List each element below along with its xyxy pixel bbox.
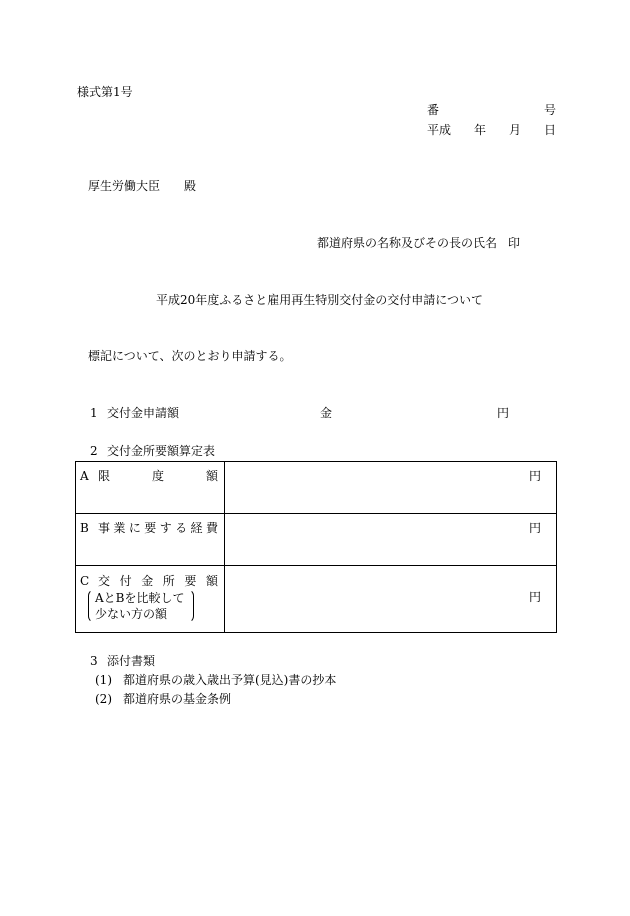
- label-character: る: [175, 521, 188, 535]
- row-letter: C: [80, 574, 90, 588]
- label-character: 要: [144, 521, 157, 535]
- row-value-cell: [225, 514, 556, 565]
- label-character: 経: [190, 521, 203, 535]
- table-row-a: [76, 462, 556, 514]
- section-number: 1: [90, 406, 98, 420]
- label-character: 額: [205, 574, 218, 588]
- document-number-suffix: 号: [544, 103, 557, 117]
- row-label-cell: [76, 566, 225, 632]
- form-number: 様式第1号: [77, 85, 133, 99]
- table-row-c: [76, 566, 556, 632]
- label-character: 業: [113, 521, 126, 535]
- label-character: す: [159, 521, 172, 535]
- attachment-text: 都道府県の歳入歳出予算(見込)書の抄本: [123, 673, 337, 687]
- section-label: 交付金申請額: [107, 406, 180, 420]
- row-letter: B: [80, 521, 89, 535]
- row-label: [98, 574, 218, 588]
- label-character: 交: [98, 574, 111, 588]
- label-character: 金: [141, 574, 154, 588]
- attachment-number: (2): [95, 692, 112, 706]
- row-unit: 円: [528, 521, 541, 535]
- note-line: 少ない方の額: [95, 607, 168, 621]
- row-label-cell: [76, 462, 225, 513]
- label-character: 事: [98, 521, 111, 535]
- row-letter: A: [80, 469, 89, 483]
- row-label: [98, 469, 218, 483]
- section-number: 2: [90, 444, 98, 458]
- label-character: 要: [184, 574, 197, 588]
- section-number: 3: [90, 654, 98, 668]
- amount-unit: 円: [497, 406, 510, 420]
- row-value-cell: [225, 566, 556, 632]
- note-line: AとBを比較して: [95, 591, 185, 605]
- label-character: 額: [205, 469, 218, 483]
- body-text: 標記について、次のとおり申請する。: [88, 349, 292, 363]
- date-year: 年: [474, 123, 487, 137]
- row-value-cell: [225, 462, 556, 513]
- label-character: に: [128, 521, 141, 535]
- calculation-table: [75, 461, 557, 633]
- label-character: 付: [119, 574, 132, 588]
- label-character: 所: [162, 574, 175, 588]
- section-label: 交付金所要額算定表: [107, 444, 216, 458]
- attachment-number: (1): [95, 673, 112, 687]
- addressee-name: 厚生労働大臣: [88, 179, 161, 193]
- amount-prefix: 金: [320, 406, 333, 420]
- row-label: [98, 521, 218, 535]
- date-day: 日: [544, 123, 557, 137]
- table-row-b: [76, 514, 556, 566]
- label-character: 度: [151, 469, 164, 483]
- applicant-label: 都道府県の名称及びその長の氏名: [317, 236, 498, 250]
- row-unit: 円: [528, 590, 541, 604]
- row-unit: 円: [528, 469, 541, 483]
- section-label: 添付書類: [107, 654, 156, 668]
- label-character: 限: [98, 469, 111, 483]
- date-month: 月: [509, 123, 522, 137]
- row-label-cell: [76, 514, 225, 565]
- document-title: 平成20年度ふるさと雇用再生特別交付金の交付申請について: [156, 293, 484, 307]
- document-number-label: 番: [427, 103, 440, 117]
- bracket-note: [88, 589, 194, 623]
- addressee-honorific: 殿: [184, 179, 197, 193]
- label-character: 費: [205, 521, 218, 535]
- applicant-seal: 印: [508, 236, 521, 250]
- attachment-text: 都道府県の基金条例: [123, 692, 232, 706]
- date-era: 平成: [427, 123, 452, 137]
